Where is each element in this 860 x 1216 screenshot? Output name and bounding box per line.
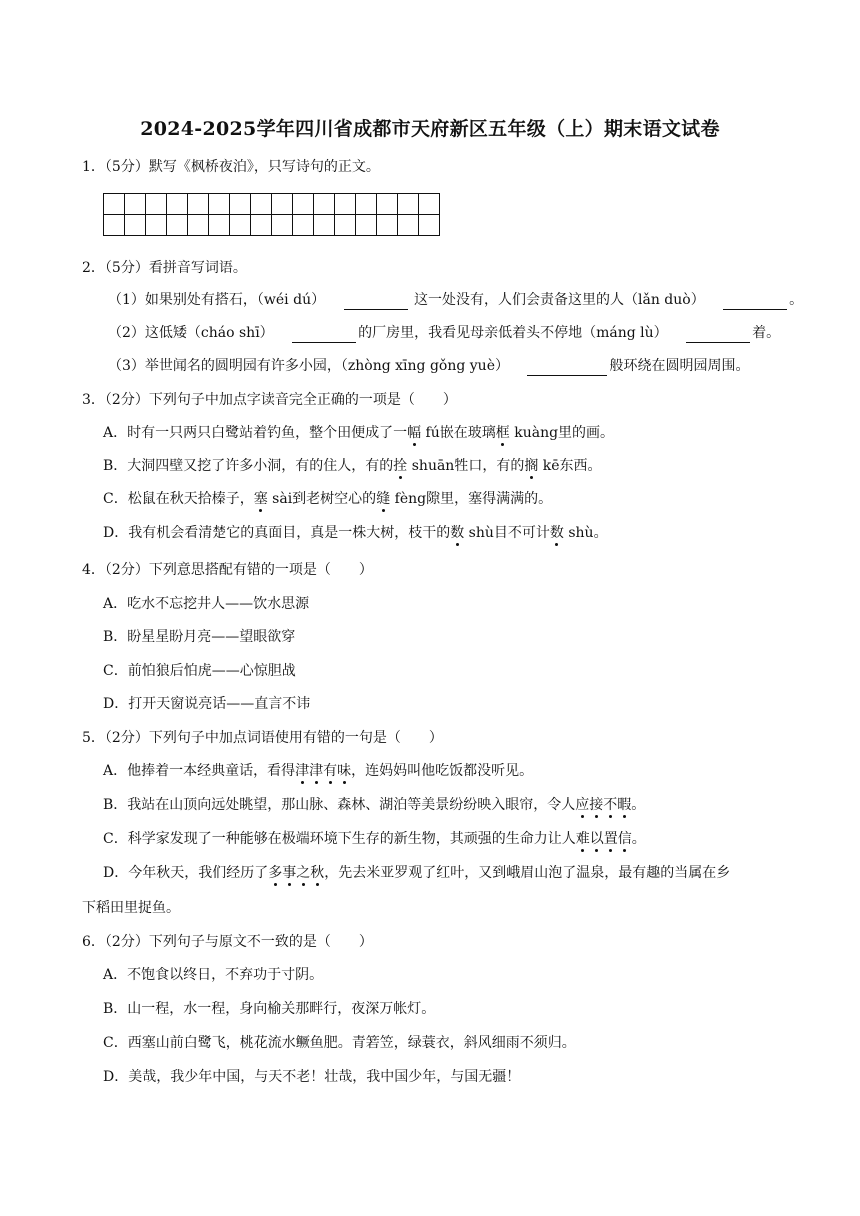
option-text: kuàng里的画。 [509, 425, 615, 441]
option-text: kē东西。 [538, 458, 602, 474]
option-text: B．我站在山顶向远处眺望，那山脉、森林、湖泊等美景纷纷映入眼帘，令人 [103, 797, 576, 813]
dotted-char: 缝 [376, 491, 391, 507]
dotted-char: 之 [296, 865, 311, 881]
option-text: A．时有一只两只白鹭站着钓鱼，整个田便成了一 [103, 425, 408, 441]
dotted-char: 信 [617, 831, 632, 847]
dotted-char: 津 [309, 763, 324, 779]
dotted-phrase [295, 763, 351, 779]
grid-cell[interactable] [251, 215, 272, 236]
grid-cell[interactable] [335, 215, 356, 236]
item-1-part-a: （1）如果别处有搭石，（wéi dú） [108, 292, 326, 308]
grid-cell[interactable] [419, 215, 440, 236]
question-4-option-b[interactable]: B．盼星星盼月亮——望眼欲穿 [103, 629, 296, 645]
option-text: fú嵌在玻璃 [421, 425, 496, 441]
grid-cell[interactable] [272, 194, 293, 215]
item-1-part-b: 这一处没有，人们会责备这里的人（lǎn duò） [414, 292, 705, 308]
option-text: 。 [631, 797, 646, 813]
question-2-item-1 [108, 290, 803, 310]
grid-cell[interactable] [314, 194, 335, 215]
option-text: C．科学家发现了一种能够在极端环境下生存的新生物，其顽强的生命力让人 [103, 831, 576, 847]
question-5-option-b[interactable] [103, 795, 645, 815]
dotted-phrase [268, 865, 324, 881]
grid-cell[interactable] [125, 194, 146, 215]
grid-cell[interactable] [125, 215, 146, 236]
question-3-stem: 3．（2分）下列句子中加点字读音完全正确的一项是（ ） [82, 392, 457, 408]
dotted-char: 数 [549, 525, 564, 541]
question-4-stem: 4．（2分）下列意思搭配有错的一项是（ ） [82, 562, 373, 578]
grid-cell[interactable] [188, 194, 209, 215]
item-1-part-c: 。 [789, 292, 804, 308]
option-text: C．松鼠在秋天拾榛子， [103, 491, 254, 507]
question-3-option-b[interactable] [103, 456, 602, 476]
answer-grid [103, 193, 440, 236]
dotted-char: 数 [450, 525, 465, 541]
question-4-option-c[interactable]: C．前怕狼后怕虎——心惊胆战 [103, 663, 296, 679]
dotted-phrase [575, 797, 631, 813]
option-text: 。 [631, 831, 646, 847]
question-6-option-d[interactable]: D．美哉，我少年中国，与天不老！壮哉，我中国少年，与国无疆！ [103, 1069, 521, 1085]
question-5-option-d-continued: 下稻田里捉鱼。 [82, 900, 180, 916]
grid-cell[interactable] [314, 215, 335, 236]
item-2-part-a: （2）这低矮（cháo shī） [108, 325, 274, 341]
question-5-option-a[interactable] [103, 761, 533, 781]
dotted-char: 津 [295, 763, 310, 779]
question-3-option-c[interactable] [103, 489, 552, 509]
option-text: ，连妈妈叫他吃饭都没听见。 [351, 763, 534, 779]
grid-cell[interactable] [356, 215, 377, 236]
dotted-char: 秋 [310, 865, 325, 881]
grid-cell[interactable] [356, 194, 377, 215]
question-6-option-a[interactable]: A．不饱食以终日，不弃功于寸阴。 [103, 967, 324, 983]
option-text: D．我有机会看清楚它的真面目，真是一株大树，枝干的 [103, 525, 451, 541]
grid-cell[interactable] [104, 194, 125, 215]
question-3-option-a[interactable] [103, 423, 614, 443]
answer-blank[interactable] [344, 293, 408, 310]
option-text: fèng隙里，塞得满满的。 [390, 491, 553, 507]
question-6-stem: 6．（2分）下列句子与原文不一致的是（ ） [82, 934, 373, 950]
option-text: A．他捧着一本经典童话，看得 [103, 763, 296, 779]
question-1-stem: 1．（5分）默写《枫桥夜泊》，只写诗句的正文。 [82, 159, 380, 175]
dotted-char: 多 [268, 865, 283, 881]
item-3-part-a: （3）举世闻名的圆明园有许多小园，（zhòng xīng gǒng yuè） [108, 358, 509, 374]
dotted-char: 幅 [407, 425, 422, 441]
item-2-part-b: 的厂房里，我看见母亲低着头不停地（máng lù） [358, 325, 668, 341]
dotted-char: 框 [495, 425, 510, 441]
dotted-char: 搁 [524, 458, 539, 474]
dotted-char: 不 [603, 797, 618, 813]
question-2-item-3 [108, 356, 749, 376]
grid-cell[interactable] [230, 194, 251, 215]
item-2-part-c: 着。 [752, 325, 781, 341]
grid-cell[interactable] [272, 215, 293, 236]
question-5-option-c[interactable] [103, 829, 646, 849]
answer-blank[interactable] [292, 326, 356, 343]
grid-cell[interactable] [419, 194, 440, 215]
grid-cell[interactable] [377, 215, 398, 236]
dotted-char: 难 [575, 831, 590, 847]
grid-cell[interactable] [398, 215, 419, 236]
grid-cell[interactable] [251, 194, 272, 215]
grid-cell[interactable] [398, 194, 419, 215]
dotted-char: 有 [323, 763, 338, 779]
question-6-option-b[interactable]: B．山一程，水一程，身向榆关那畔行，夜深万帐灯。 [103, 1001, 436, 1017]
grid-cell[interactable] [230, 215, 251, 236]
answer-blank[interactable] [686, 326, 750, 343]
grid-cell[interactable] [167, 215, 188, 236]
question-4-option-d[interactable]: D．打开天窗说亮话——直言不讳 [103, 696, 311, 712]
grid-cell[interactable] [293, 194, 314, 215]
question-5-stem: 5．（2分）下列句子中加点词语使用有错的一句是（ ） [82, 730, 443, 746]
grid-cell[interactable] [209, 215, 230, 236]
grid-cell[interactable] [104, 215, 125, 236]
dotted-phrase [576, 831, 632, 847]
grid-cell[interactable] [167, 194, 188, 215]
option-text: D．今年秋天，我们经历了 [103, 865, 269, 881]
grid-cell[interactable] [293, 215, 314, 236]
answer-blank[interactable] [527, 359, 607, 376]
question-5-option-d[interactable] [103, 863, 730, 883]
grid-cell[interactable] [209, 194, 230, 215]
question-6-option-c[interactable]: C．西塞山前白鹭飞，桃花流水鳜鱼肥。青箬笠，绿蓑衣，斜风细雨不须归。 [103, 1035, 576, 1051]
option-text: shù。 [563, 525, 608, 541]
exam-title: 2024-2025学年四川省成都市天府新区五年级（上）期末语文试卷 [140, 118, 720, 140]
dotted-char: 味 [337, 763, 352, 779]
dotted-char: 塞 [253, 491, 268, 507]
option-text: B．大洞四壁又挖了许多小洞，有的住人，有的 [103, 458, 394, 474]
dotted-char: 接 [589, 797, 604, 813]
grid-cell[interactable] [146, 194, 167, 215]
question-3-option-d[interactable] [103, 523, 608, 543]
question-2-stem: 2．（5分）看拼音写词语。 [82, 260, 247, 276]
grid-cell[interactable] [188, 215, 209, 236]
dotted-char: 以 [589, 831, 604, 847]
dotted-char: 拴 [393, 458, 408, 474]
dotted-char: 暇 [617, 797, 632, 813]
grid-cell[interactable] [146, 215, 167, 236]
grid-cell[interactable] [335, 194, 356, 215]
question-2-item-2 [108, 323, 780, 343]
dotted-char: 应 [575, 797, 590, 813]
option-text: shuān牲口，有的 [407, 458, 525, 474]
item-3-part-b: 般环绕在圆明园周围。 [609, 358, 750, 374]
dotted-char: 事 [282, 865, 297, 881]
option-text: sài到老树空心的 [267, 491, 377, 507]
question-4-option-a[interactable]: A．吃水不忘挖井人——饮水思源 [103, 596, 310, 612]
option-text: shù目不可计 [464, 525, 550, 541]
dotted-char: 置 [603, 831, 618, 847]
answer-blank[interactable] [723, 293, 787, 310]
grid-cell[interactable] [377, 194, 398, 215]
option-text: ，先去米亚罗观了红叶，又到峨眉山泡了温泉，最有趣的当属在乡 [324, 865, 731, 881]
